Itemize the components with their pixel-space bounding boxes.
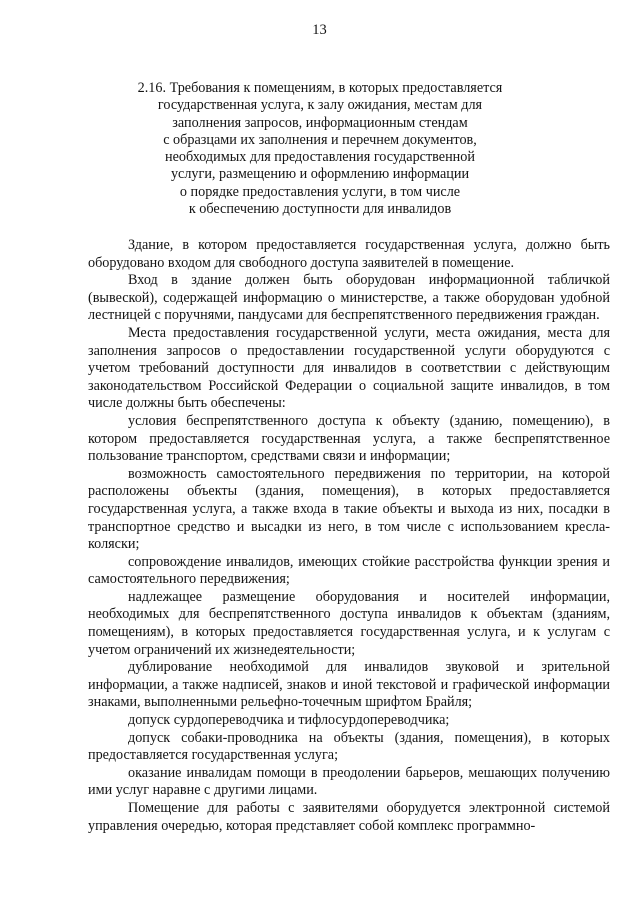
paragraph: дублирование необходимой для инвалидов звуковой и зрительной информации, а также надписей, знаков и иной текстовой и графической информации знаками, выполненными рельефно-точечным шрифтом Брайля;: [88, 659, 610, 711]
paragraph: Помещение для работы с заявителями оборудуется электронной системой управления очередью, которая представляет собой комплекс программно-: [88, 800, 610, 834]
heading-line: услуги, размещению и оформлению информации: [170, 166, 470, 183]
paragraph: Здание, в котором предоставляется государственная услуга, должно быть оборудовано входом для свободного доступа заявителей в помещение.: [88, 237, 610, 271]
heading-line: заполнения запросов, информационным стендам: [172, 114, 468, 131]
paragraph: сопровождение инвалидов, имеющих стойкие расстройства функции зрения и самостоятельного передвижения;: [88, 553, 610, 588]
heading-line: с образцами их заполнения и перечнем документов,: [163, 131, 477, 148]
section-heading: [80, 80, 560, 218]
page-number: 13: [312, 22, 327, 38]
paragraph: Места предоставления государственной услуги, места ожидания, места для заполнения запросов о предоставлении государственной услуги оборудуются с учетом требований доступности для инвалидов в соответствии с действующим законодательством Российской Федерации о социальной защите инвалидов, в том числе должны быть обеспечены:: [88, 324, 610, 412]
heading-line: государственная услуга, к залу ожидания, местам для: [157, 97, 483, 114]
paragraph: оказание инвалидам помощи в преодолении барьеров, мешающих получению ими услуг наравне с другими лицами.: [88, 764, 610, 799]
heading-line: 2.16. Требования к помещениям, в которых предоставляется: [137, 80, 503, 96]
paragraph: допуск сурдопереводчика и тифлосурдопереводчика;: [128, 712, 450, 729]
paragraph: возможность самостоятельного передвижения по территории, на которой расположены объекты (здания, помещения), в которых предоставляется государственная услуга, а также входа в такие объекты и выхода из них, посадки в транспортное средство и высадки из него, в том числе с использованием кресла-коляски;: [88, 465, 610, 553]
paragraph: надлежащее размещение оборудования и носителей информации, необходимых для беспрепятственного доступа инвалидов к объектам (зданиям, помещениям), в которых предоставляется государственная услуга, и к услугам с учетом ограничений их жизнедеятельности;: [88, 588, 610, 658]
paragraph: Вход в здание должен быть оборудован информационной табличкой (вывеской), содержащей информацию о министерстве, а также оборудован удобной лестницей с поручнями, пандусами для беспрепятственного передвижения граждан.: [88, 272, 610, 324]
heading-line: необходимых для предоставления государственной: [165, 149, 475, 166]
document-body: [88, 237, 610, 835]
paragraph: допуск собаки-проводника на объекты (здания, помещения), в которых предоставляется государственная услуга;: [88, 729, 610, 764]
paragraph: условия беспрепятственного доступа к объекту (зданию, помещению), в котором предоставляется государственная услуга, а также беспрепятственное пользование транспортом, средствами связи и информации;: [88, 412, 610, 465]
heading-line: к обеспечению доступности для инвалидов: [188, 201, 452, 218]
heading-line: о порядке предоставления услуги, в том числе: [179, 183, 461, 200]
